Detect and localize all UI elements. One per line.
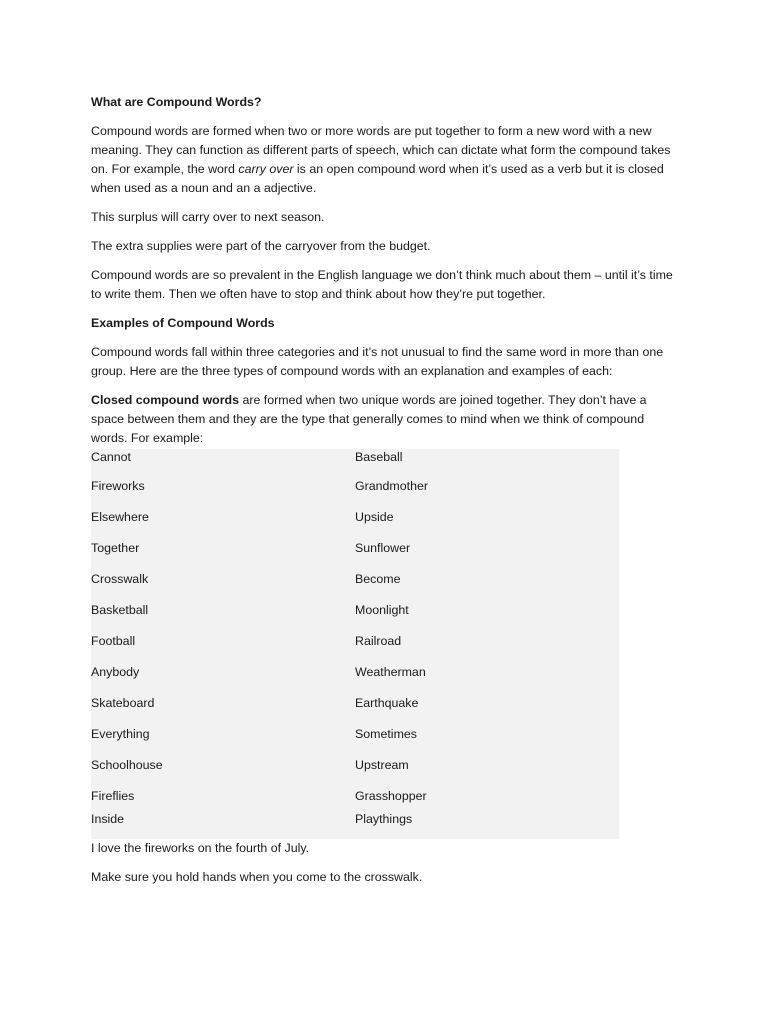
table-cell: Cannot [91, 450, 131, 464]
table-row [91, 656, 619, 687]
table-cell: Moonlight [355, 602, 409, 617]
table-cell: Inside [91, 812, 125, 826]
intro-paragraph [91, 122, 681, 198]
table-cell: Grasshopper [355, 788, 427, 803]
table-cell: Anybody [91, 664, 140, 679]
document-body [91, 93, 681, 897]
table-row [91, 594, 619, 625]
table-cell: Weatherman [355, 664, 426, 679]
section-title: What are Compound Words? [91, 95, 262, 109]
categories-paragraph: Compound words fall within three categories and it’s not unusual to find the same word in more than one group. Here are the three types of compound words with an explanation and examples of each: [91, 345, 664, 378]
table-cell: Sunflower [355, 540, 411, 555]
table-cell: Skateboard [91, 695, 155, 710]
table-cell: Everything [91, 726, 150, 741]
table-cell: Railroad [355, 633, 402, 648]
table-row [91, 687, 619, 718]
usage-sentence-1: I love the fireworks on the fourth of July. [91, 841, 310, 855]
table-row [91, 625, 619, 656]
table-cell: Basketball [91, 602, 149, 617]
table-row [91, 449, 619, 470]
table-cell: Fireworks [91, 478, 145, 493]
table-cell: Playthings [355, 812, 413, 826]
closed-compound-text: are formed when two unique words are joined together. They don’t have a space between them and they are the type that generally comes to mind when we think of compound words. For example: [91, 393, 647, 445]
prevalence-paragraph: Compound words are so prevalent in the English language we don’t think much about them – until it’s time to write them. Then we often have to stop and think about how they’re put together. [91, 268, 673, 301]
table-cell: Grandmother [355, 478, 429, 493]
table-row [91, 780, 619, 811]
intro-emphasis: carry over [238, 162, 294, 176]
table-cell: Earthquake [355, 695, 419, 710]
table-row [91, 470, 619, 501]
examples-heading: Examples of Compound Words [91, 316, 275, 330]
intro-text-1: Compound words are formed when two or more words are put together to form a new word with a new meaning. They can function as different parts of speech, which can dictate what form the compound takes on. For example, the word [91, 124, 671, 176]
table-cell: Upstream [355, 757, 409, 772]
table-cell: Sometimes [355, 726, 417, 741]
closed-compound-term: Closed compound words [91, 393, 240, 407]
table-cell: Fireflies [91, 788, 135, 803]
table-cell: Football [91, 633, 136, 648]
table-cell: Elsewhere [91, 509, 149, 524]
table-row [91, 749, 619, 780]
table-row [91, 811, 619, 839]
table-cell: Baseball [355, 450, 403, 464]
example-sentence-1: This surplus will carry over to next season. [91, 210, 325, 224]
table-cell: Become [355, 571, 401, 586]
table-row [91, 501, 619, 532]
table-row [91, 563, 619, 594]
usage-sentence-2: Make sure you hold hands when you come to the crosswalk. [91, 870, 423, 884]
table-cell: Schoolhouse [91, 757, 163, 772]
table-row [91, 718, 619, 749]
table-cell: Crosswalk [91, 571, 149, 586]
compound-words-table [91, 449, 619, 839]
table-cell: Upside [355, 509, 394, 524]
closed-compound-paragraph [91, 391, 681, 448]
example-sentence-2: The extra supplies were part of the carryover from the budget. [91, 239, 431, 253]
table-cell: Together [91, 540, 140, 555]
intro-text-2: is an open compound word when it’s used as a verb but it is closed when used as a noun and an a adjective. [91, 162, 664, 195]
table-row [91, 532, 619, 563]
